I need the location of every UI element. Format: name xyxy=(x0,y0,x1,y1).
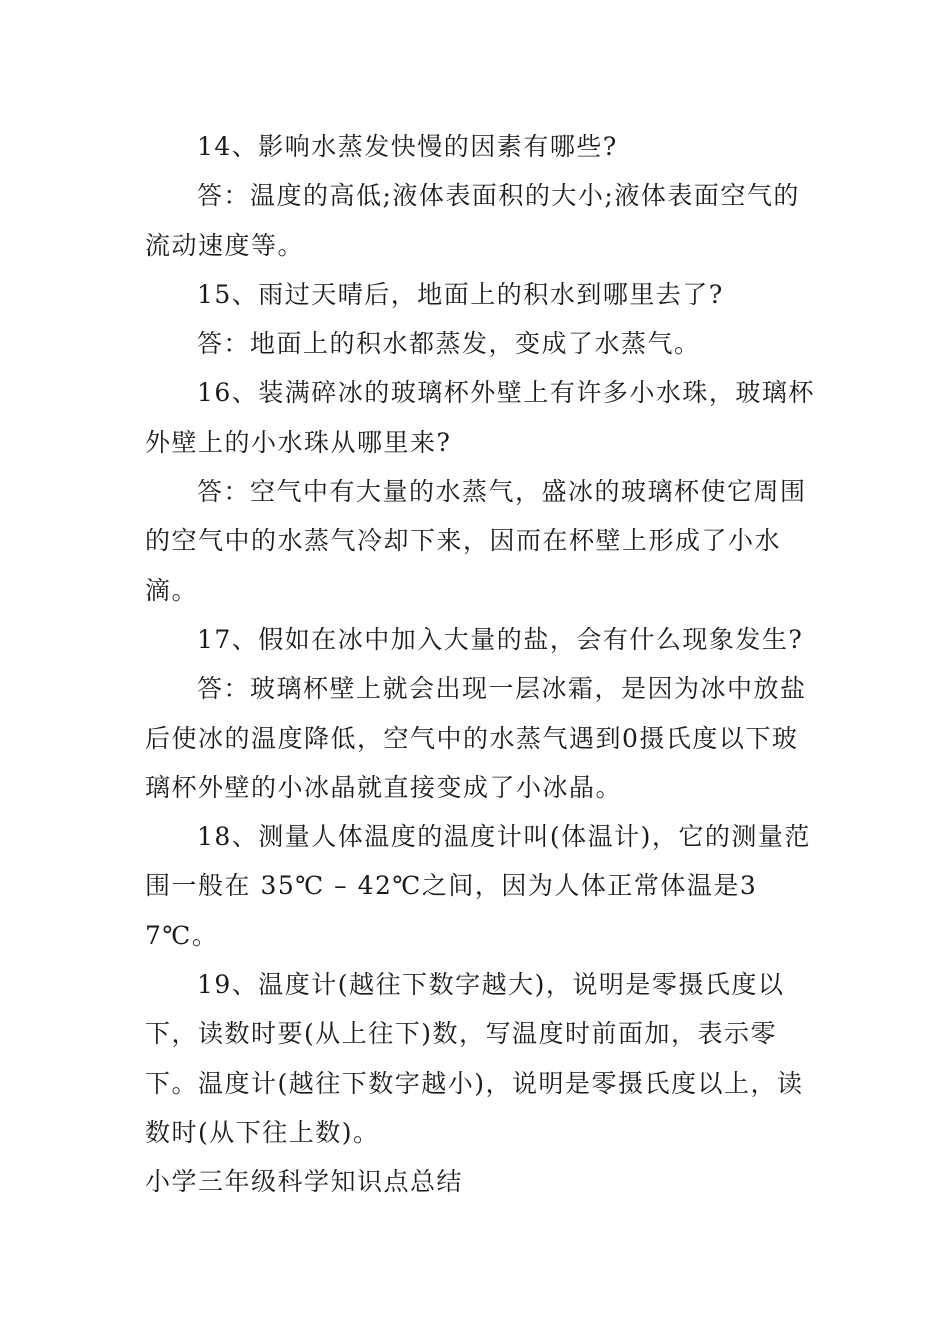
item-19: 19、温度计(越往下数字越大)，说明是零摄氏度以下，读数时要(从上往下)数，写温度时前面加，表示零下。温度计(越往下数字越小)，说明是零摄氏度以上，读数时(从下往上数)。 xyxy=(145,970,804,1147)
question-14: 14、影响水蒸发快慢的因素有哪些? xyxy=(197,132,618,161)
document-body xyxy=(145,122,815,1207)
answer-14: 答：温度的高低;液体表面积的大小;液体表面空气的流动速度等。 xyxy=(145,181,800,260)
question-16: 16、装满碎冰的玻璃杯外壁上有许多小水珠，玻璃杯外壁上的小水珠从哪里来? xyxy=(145,378,815,457)
question-17: 17、假如在冰中加入大量的盐，会有什么现象发生? xyxy=(197,624,804,654)
answer-17: 答：玻璃杯壁上就会出现一层冰霜，是因为冰中放盐后使冰的温度降低，空气中的水蒸气遇到0摄氏度以下玻璃杯外壁的小冰晶就直接变成了小冰晶。 xyxy=(145,674,807,802)
item-18: 18、测量人体温度的温度计叫(体温计)，它的测量范围一般在 35℃ – 42℃之间，因为人体正常体温是37℃。 xyxy=(145,822,811,950)
section-title: 小学三年级科学知识点总结 xyxy=(145,1167,464,1197)
answer-15: 答：地面上的积水都蒸发，变成了水蒸气。 xyxy=(197,329,701,359)
answer-16: 答：空气中有大量的水蒸气，盛冰的玻璃杯使它周围的空气中的水蒸气冷却下来，因而在杯壁上形成了小水滴。 xyxy=(145,477,807,605)
question-15: 15、雨过天晴后，地面上的积水到哪里去了? xyxy=(197,279,724,309)
